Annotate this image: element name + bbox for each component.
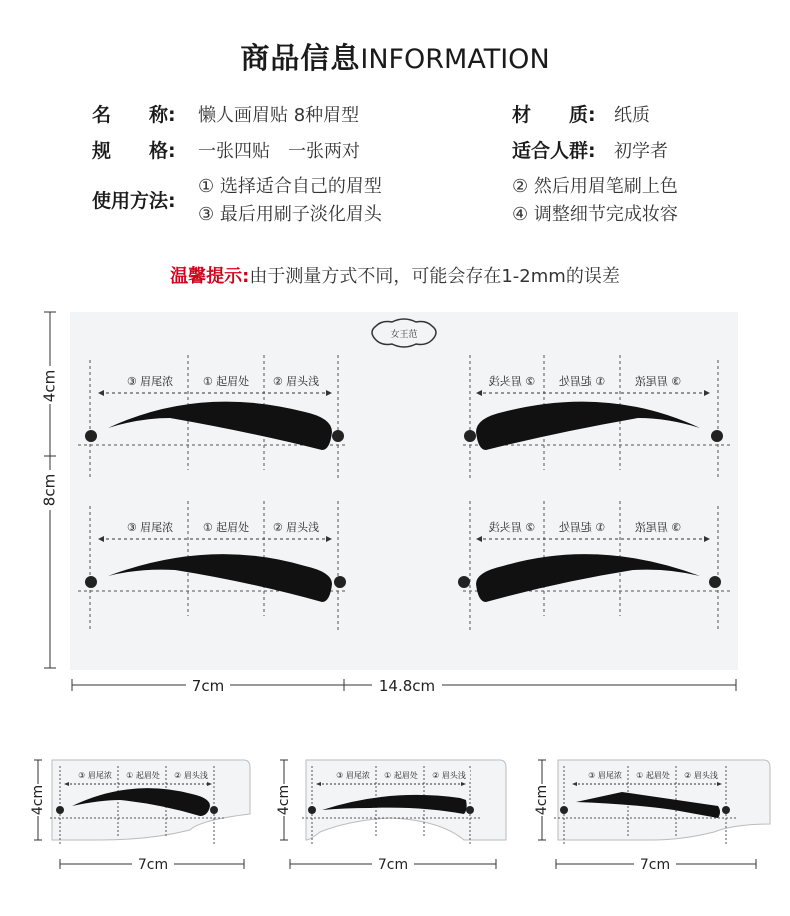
tip-label: 温馨提示: [170, 266, 250, 287]
tip-text: 由于测量方式不同，可能会存在1-2mm的误差 [249, 266, 620, 287]
svg-text:③ 眉尾浓: ③ 眉尾浓 [634, 375, 682, 388]
svg-text:② 眉头浅: ② 眉头浅 [272, 521, 320, 534]
svg-text:② 眉头浅: ② 眉头浅 [174, 771, 208, 780]
svg-text:① 起眉处: ① 起眉处 [636, 771, 670, 780]
svg-text:女王范: 女王范 [390, 330, 418, 340]
svg-text:③ 眉尾浓: ③ 眉尾浓 [336, 771, 370, 780]
usage-step-4: ④ 调整细节完成妆容 [512, 204, 678, 225]
height-4cm-label: 4cm [40, 369, 59, 403]
label-start: ① 起眉处 [202, 375, 250, 388]
svg-text:① 起眉处: ① 起眉处 [558, 521, 606, 534]
small-1-height: 4cm [30, 784, 46, 816]
svg-text:② 眉头浅: ② 眉头浅 [432, 771, 466, 780]
svg-text:③ 眉尾浓: ③ 眉尾浓 [634, 521, 682, 534]
suitable-label: 适合人群: [512, 140, 596, 162]
name-value: 懒人画眉贴 8种眉型 [198, 105, 360, 126]
svg-text:① 起眉处: ① 起眉处 [384, 771, 418, 780]
svg-text:② 眉头浅: ② 眉头浅 [684, 771, 718, 780]
width-14-8cm-label: 14.8cm [378, 677, 436, 695]
title-en: INFORMATION [360, 44, 550, 75]
label-head: ② 眉头浅 [272, 375, 320, 388]
name-label: 名 称: [92, 104, 176, 126]
small-3-height: 4cm [534, 784, 550, 816]
svg-text:① 起眉处: ① 起眉处 [202, 521, 250, 534]
small-stencil-3 [532, 760, 770, 874]
small-2-width: 7cm [377, 857, 409, 873]
material-value: 纸质 [614, 105, 650, 126]
svg-text:② 眉头浅: ② 眉头浅 [488, 521, 536, 534]
usage-step-3: ③ 最后用刷子淡化眉头 [198, 204, 382, 225]
small-3-width: 7cm [639, 857, 671, 873]
material-label: 材 质: [512, 104, 596, 126]
small-1-width: 7cm [137, 857, 169, 873]
title-cn: 商品信息 [240, 41, 361, 75]
svg-text:① 起眉处: ① 起眉处 [126, 771, 160, 780]
small-2-height: 4cm [276, 784, 292, 816]
usage-step-2: ② 然后用眉笔刷上色 [512, 176, 678, 197]
warm-tip [0, 262, 790, 288]
svg-text:① 起眉处: ① 起眉处 [558, 375, 606, 388]
svg-text:② 眉头浅: ② 眉头浅 [488, 375, 536, 388]
page-title [0, 36, 790, 77]
label-tail: ③ 眉尾浓 [126, 375, 174, 388]
stencil-sheet [0, 300, 790, 710]
sheet-background [70, 312, 738, 670]
small-stencils [0, 748, 790, 878]
height-8cm-label: 8cm [40, 473, 59, 507]
suitable-value: 初学者 [614, 141, 668, 162]
usage-step-1: ① 选择适合自己的眉型 [198, 176, 382, 197]
spec-label: 规 格: [92, 140, 176, 162]
small-stencil-2 [274, 760, 506, 874]
svg-text:③ 眉尾浓: ③ 眉尾浓 [126, 521, 174, 534]
width-7cm-label: 7cm [191, 677, 225, 695]
spec-value: 一张四贴 一张两对 [198, 141, 360, 162]
usage-label: 使用方法: [92, 190, 176, 212]
svg-text:③ 眉尾浓: ③ 眉尾浓 [588, 771, 622, 780]
svg-text:③ 眉尾浓: ③ 眉尾浓 [78, 771, 112, 780]
small-stencil-1 [28, 760, 250, 874]
